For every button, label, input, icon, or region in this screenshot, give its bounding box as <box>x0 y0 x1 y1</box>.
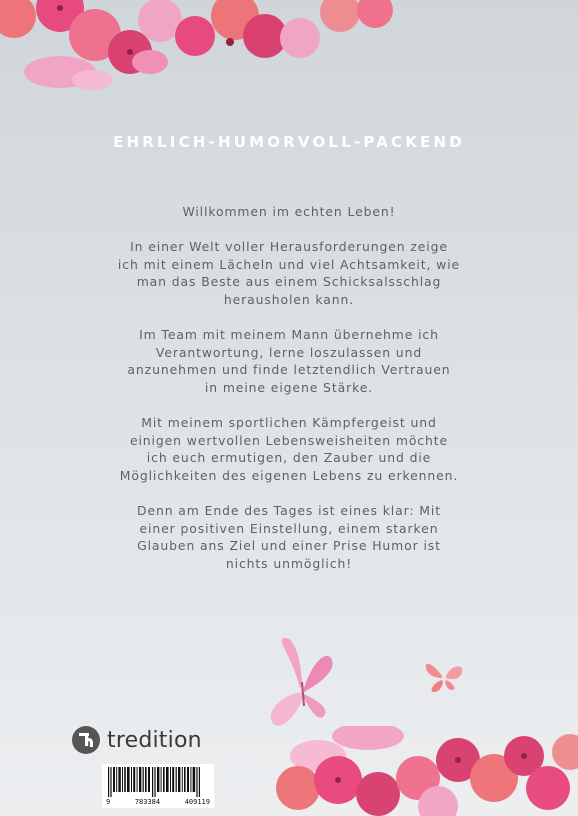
blurb-paragraph: Willkommen im echten Leben! <box>182 204 396 219</box>
isbn-group-left: 783384 <box>134 798 161 806</box>
barcode-bars <box>102 764 214 798</box>
publisher-brand <box>72 724 202 756</box>
flowers-bottom-decoration <box>258 726 578 816</box>
blurb-paragraph: Im Team mit meinem Mann übernehme ich Verantwortung, lerne loszulassen und anzunehmen und finde letztendlich Vertrauen in meine eigene Stärke. <box>127 327 451 395</box>
butterfly-icon <box>420 654 468 696</box>
tredition-logo-icon <box>72 726 100 754</box>
cover-tagline: EHRLICH-HUMORVOLL-PACKEND <box>113 133 465 151</box>
isbn-number <box>106 798 210 806</box>
butterfly-icon <box>262 636 342 736</box>
publisher-name: tredition <box>107 727 202 753</box>
blurb-text <box>60 203 518 590</box>
blurb-paragraph: In einer Welt voller Herausforderungen zeige ich mit einem Lächeln und viel Achtsamkeit, wie man das Beste aus einem Schicksalsschlag herausholen kann. <box>117 239 461 307</box>
blurb-paragraph: Denn am Ende des Tages ist eines klar: Mit einer positiven Einstellung, einem starken Glauben ans Ziel und einer Prise Humor ist nichts unmöglich! <box>136 503 441 571</box>
isbn-barcode <box>102 764 214 808</box>
isbn-digit-first: 9 <box>106 798 111 806</box>
blurb-paragraph: Mit meinem sportlichen Kämpfergeist und einigen wertvollen Lebensweisheiten möchte ich euch ermutigen, den Zauber und die Möglichkeiten des eigenen Lebens zu erkennen. <box>119 415 459 483</box>
isbn-group-right: 409119 <box>184 798 210 806</box>
flowers-top-decoration <box>0 0 420 110</box>
